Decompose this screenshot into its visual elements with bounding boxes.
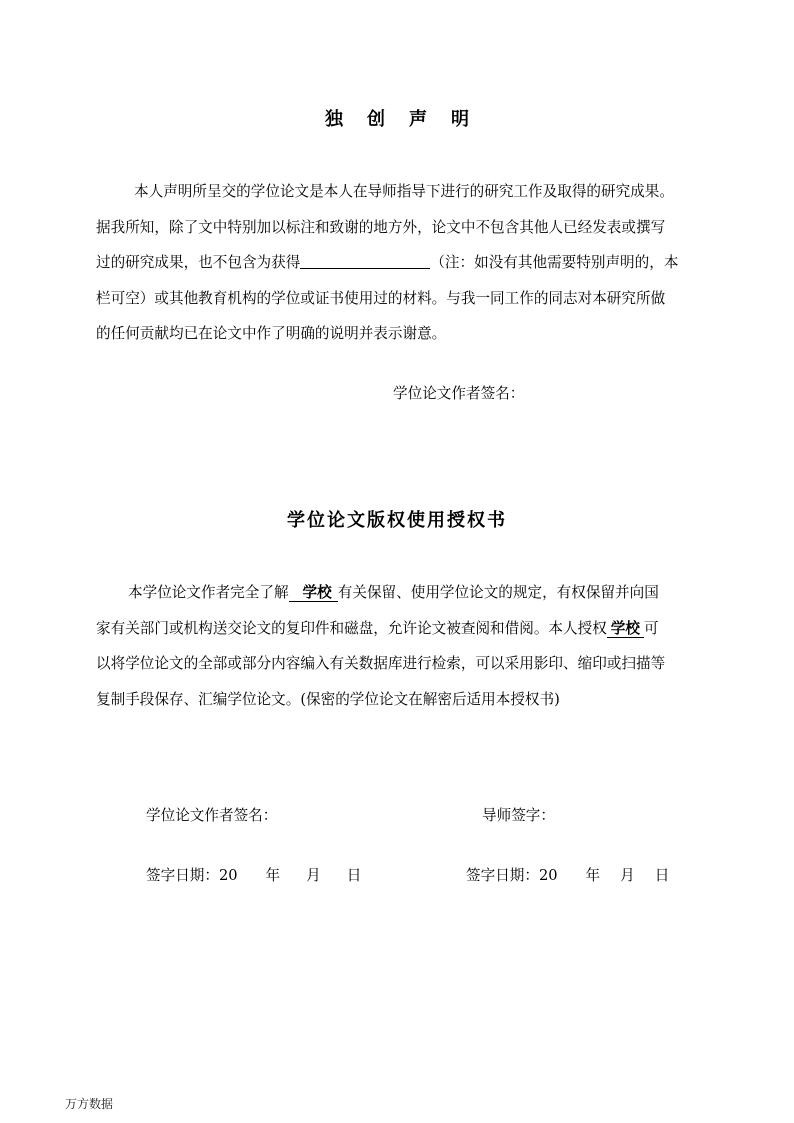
authorization-line-4: 复制手段保存、汇编学位论文。(保密的学位论文在解密后适用本授权书) — [96, 690, 560, 708]
authorization-line-1 — [96, 575, 720, 611]
declaration-title: 独创声明 — [325, 109, 493, 130]
degree-blank-field[interactable] — [300, 252, 430, 269]
advisor-signature-date — [466, 864, 669, 885]
declaration-line-3-text: 过的研究成果，也不包含为获得 — [96, 254, 301, 271]
authorization-line-3: 以将学位论文的全部或部分内容编入有关数据库进行检索，可以采用影印、缩印或扫描等 — [96, 655, 666, 672]
author-signature-date — [146, 864, 361, 885]
declaration-line-5: 的任何贡献均已在论文中作了明确的说明并表示谢意。 — [96, 325, 447, 342]
declaration-line-2: 据我所知，除了文中特别加以标注和致谢的地方外，论文中不包含其他人已经发表或撰写 — [96, 218, 666, 236]
authorization-line-1-b: 有关保留、使用学位论文的规定，有权保留并向国 — [337, 584, 659, 601]
declaration-line-1: 本人声明所呈交的学位论文是本人在导师指导下进行的研究工作及取得的研究成果。 — [134, 183, 674, 200]
declaration-note-text: （注：如没有其他需要特别声明的，本 — [430, 254, 679, 271]
author-date-year: 年 — [265, 867, 281, 884]
school-name-field: 学校 — [289, 584, 338, 602]
advisor-date-day: 日 — [654, 867, 670, 884]
school-name-field-2: 学校 — [607, 620, 644, 638]
author-date-label: 签字日期：20 — [146, 867, 238, 884]
declaration-line-4: 栏可空）或其他教育机构的学位或证书使用过的材料。与我一同工作的同志对本研究所做 — [96, 289, 666, 307]
author-signature-label: 学位论文作者签名： — [146, 807, 278, 824]
author-date-month: 月 — [306, 867, 321, 884]
declaration-line-3 — [96, 245, 720, 281]
authorization-line-1-a: 本学位论文作者完全了解 — [128, 584, 289, 601]
authorization-paragraph — [96, 575, 720, 717]
authorization-line-2-b: 可 — [644, 619, 659, 637]
advisor-date-label: 签字日期：20 — [466, 867, 558, 884]
advisor-date-year: 年 — [585, 867, 601, 884]
advisor-signature-label: 导师签字： — [482, 807, 555, 824]
declaration-paragraph — [96, 174, 720, 352]
authorization-title: 学位论文版权使用授权书 — [287, 510, 507, 531]
declaration-signature-label: 学位论文作者签名： — [393, 385, 525, 402]
author-date-day: 日 — [346, 867, 362, 884]
footer-watermark: 万方数据 — [65, 1097, 114, 1111]
authorization-line-2-a: 家有关部门或机构送交论文的复印件和磁盘，允许论文被查阅和借阅。本人授权 — [96, 619, 607, 637]
authorization-line-2 — [96, 611, 720, 647]
advisor-date-month: 月 — [620, 867, 635, 884]
